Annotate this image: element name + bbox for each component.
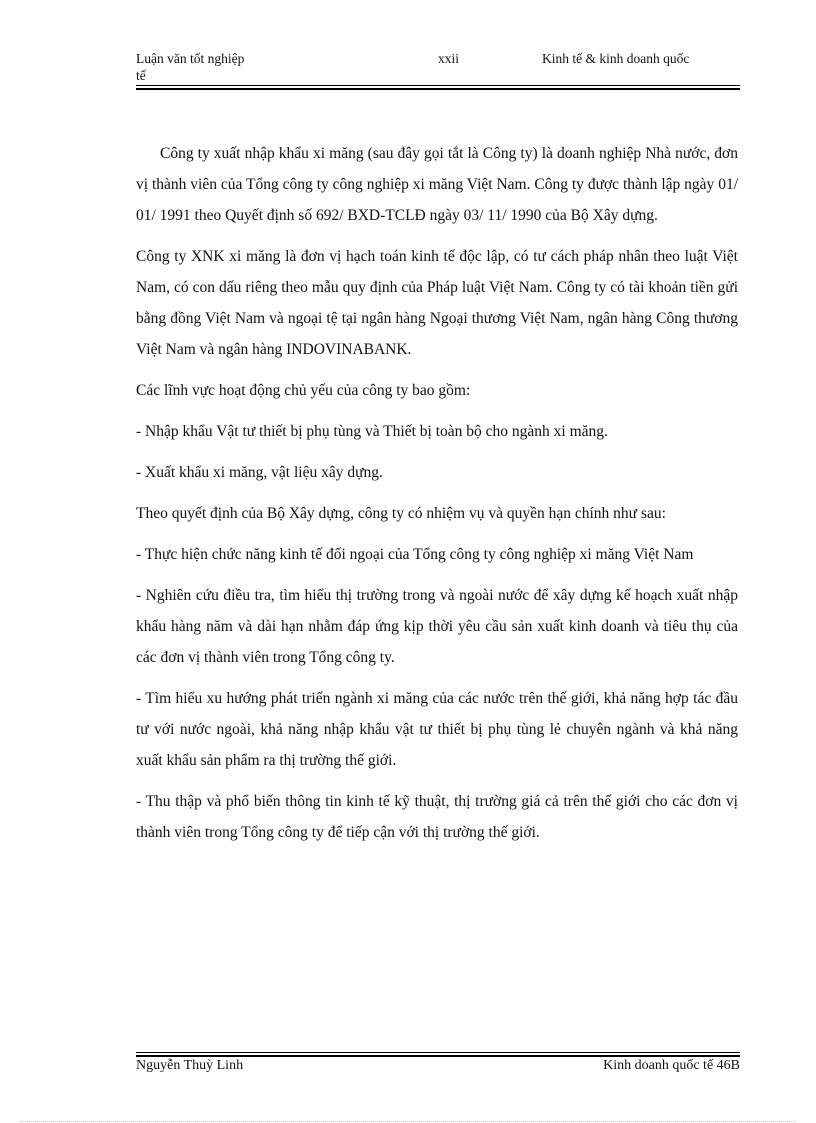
paragraph-duties-heading: Theo quyết định của Bộ Xây dựng, công ty có nhiệm vụ và quyền hạn chính như sau: — [136, 505, 666, 522]
list-item-import: - Nhập khẩu Vật tư thiết bị phụ tùng và Thiết bị toàn bộ cho ngành xi măng. — [136, 423, 608, 440]
footer-rule — [136, 1052, 740, 1057]
list-item-information: - Thu thập và phổ biến thông tin kinh tế kỹ thuật, thị trường giá cả trên thế giới cho các đơn vị thành viên trong Tổng công ty để tiếp cận với thị trường thế giới. — [136, 793, 738, 841]
header-right-title: Kinh tế & kinh doanh quốc — [542, 51, 690, 66]
list-item-foreign-economic: - Thực hiện chức năng kinh tế đối ngoại của Tổng công ty công nghiệp xi măng Việt Nam — [136, 546, 694, 563]
footer-author: Nguyễn Thuỳ Linh — [136, 1058, 244, 1073]
header-left-title: Luận văn tốt nghiệp — [136, 51, 245, 66]
list-item-market-research: - Nghiên cứu điều tra, tìm hiểu thị trường trong và ngoài nước để xây dựng kế hoạch xuất nhập khẩu hàng năm và dài hạn nhằm đáp ứng kịp thời yêu cầu sản xuất kinh doanh và tiêu thụ của các đơn vị thành viên trong Tổng công ty. — [136, 587, 738, 666]
page-boundary — [20, 1121, 796, 1122]
header-page-number: xxii — [438, 51, 460, 66]
list-item-development-trends: - Tìm hiểu xu hướng phát triển ngành xi măng của các nước trên thế giới, khả năng hợp tác đầu tư với nước ngoài, khả năng nhập khẩu vật tư thiết bị phụ tùng lẻ chuyên ngành và khả năng xuất khẩu sản phẩm ra thị trường thế giới. — [136, 690, 738, 769]
body-text — [136, 138, 738, 848]
list-item-export: - Xuất khẩu xi măng, vật liệu xây dựng. — [136, 464, 383, 481]
header-left — [136, 50, 276, 84]
paragraph-activities-heading: Các lĩnh vực hoạt động chủ yếu của công ty bao gồm: — [136, 382, 471, 399]
header-left-wrap: tế — [136, 68, 146, 83]
footer-class: Kinh doanh quốc tế 46B — [603, 1058, 740, 1073]
paragraph-company-intro: Công ty xuất nhập khẩu xi măng (sau đây gọi tắt là Công ty) là doanh nghiệp Nhà nước, đơn vị thành viên của Tổng công ty công nghiệp xi măng Việt Nam. Công ty được thành lập ngày 01/ 01/ 1991 theo Quyết định số 692/ BXD-TCLĐ ngày 03/ 11/ 1990 của Bộ Xây dựng. — [136, 145, 738, 224]
paragraph-legal-status: Công ty XNK xi măng là đơn vị hạch toán kinh tế độc lập, có tư cách pháp nhân theo luật Việt Nam, có con dấu riêng theo mẫu quy định của Pháp luật Việt Nam. Công ty có tài khoản tiền gửi bằng đồng Việt Nam và ngoại tệ tại ngân hàng Ngoại thương Việt Nam, ngân hàng Công thương Việt Nam và ngân hàng INDOVINABANK. — [136, 248, 738, 358]
page-header — [136, 50, 740, 86]
header-rule — [136, 85, 740, 90]
